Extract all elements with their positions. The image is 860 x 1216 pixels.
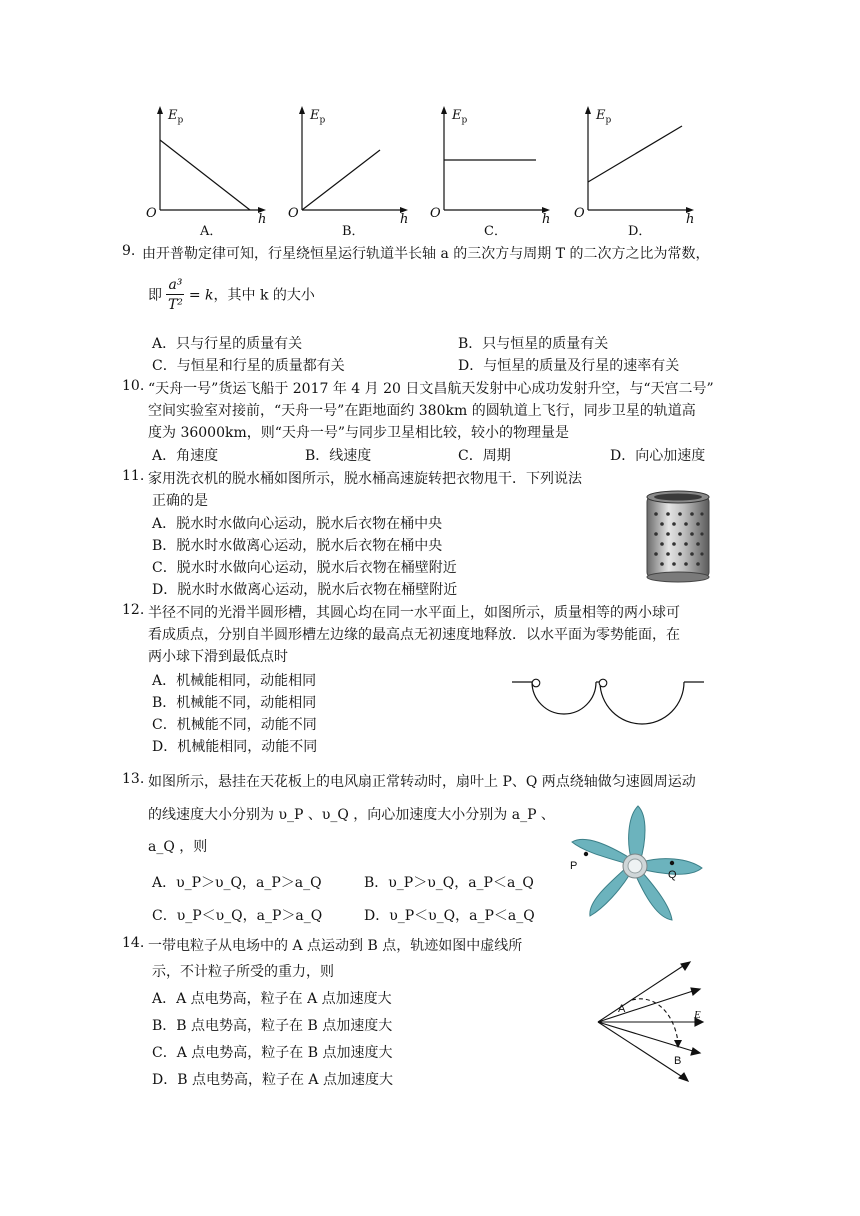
graph-c-ep: $E_p$ — [452, 108, 468, 126]
q11-line-2: 正确的是 — [152, 493, 208, 509]
small-ball-left — [532, 679, 540, 687]
field-label-a: A — [618, 1003, 626, 1015]
graph-d-line — [588, 126, 682, 182]
q13-option-c: C．υ_P＜υ_Q，a_P＞a_Q — [152, 908, 323, 924]
q10-line-3: 度为 36000km，则“天舟一号”与同步卫星相比较，较小的物理量是 — [148, 425, 570, 441]
q9-formula: 即 $\frac{\text{a³}}{\text{T²}}$ = k，其中 k 的大小 — [148, 277, 315, 313]
q10-line-2: 空间实验室对接前，“天舟一号”在距地面约 380km 的圆轨道上飞行，同步卫星的轨道高 — [148, 403, 696, 419]
graph-d-label: D． — [628, 224, 652, 239]
spin-drum-image — [644, 488, 712, 584]
graph-b-line — [302, 150, 380, 210]
q9-option-a: A．只与行星的质量有关 — [152, 336, 303, 352]
graph-b-ep: $E_p$ — [310, 108, 326, 126]
q13-line-3: a_Q ，则 — [148, 839, 208, 855]
graph-b-label: B． — [342, 224, 365, 239]
q13-number: 13. — [122, 771, 145, 787]
q10-option-d: D．向心加速度 — [610, 448, 706, 464]
q13-option-a: A．υ_P＞υ_Q，a_P＞a_Q — [152, 875, 322, 891]
q9-line1: 由开普勒定律可知，行星绕恒星运行轨道半长轴 a 的三次方与周期 T 的二次方之比为常数， — [142, 246, 710, 262]
small-ball-right — [599, 679, 607, 687]
q11-option-b: B．脱水时水做离心运动，脱水后衣物在桶中央 — [152, 538, 443, 554]
q10-number: 10. — [122, 378, 145, 394]
graph-c-axes — [432, 100, 552, 235]
q13-option-b: B．υ_P＞υ_Q，a_P＜a_Q — [364, 875, 534, 891]
graph-d-h: h — [686, 212, 695, 227]
graph-c — [430, 100, 552, 239]
q14-line-1: 一带电粒子从电场中的 A 点运动到 B 点，轨迹如图中虚线所 — [148, 938, 523, 954]
q14-option-c: C．A 点电势高，粒子在 B 点加速度大 — [152, 1045, 393, 1061]
field-label-e: E — [694, 1009, 701, 1021]
q12-number: 12. — [122, 602, 145, 618]
field-label-b: B — [674, 1055, 682, 1067]
graph-d — [574, 100, 696, 239]
q14-line-2: 示，不计粒子所受的重力，则 — [152, 964, 334, 980]
graph-a-axes — [148, 100, 268, 235]
fan-label-q: Q — [668, 869, 677, 881]
q13-line-2: 的线速度大小分别为 υ_P 、υ_Q ，向心加速度大小分别为 a_P 、 — [148, 807, 555, 823]
graph-d-origin: O — [574, 206, 585, 221]
graph-a — [146, 100, 268, 239]
q12-option-a: A．机械能相同，动能相同 — [152, 673, 317, 689]
q10-option-a: A．角速度 — [152, 448, 219, 464]
q12-line-3: 两小球下滑到最低点时 — [148, 649, 288, 665]
graph-c-origin: O — [430, 206, 441, 221]
q11-option-d: D．脱水时水做离心运动，脱水后衣物在桶壁附近 — [152, 582, 458, 598]
q9-option-c: C．与恒星和行星的质量都有关 — [152, 358, 345, 374]
q11-option-c: C．脱水时水做向心运动，脱水后衣物在桶壁附近 — [152, 560, 457, 576]
graph-a-origin: O — [146, 206, 157, 221]
q9-option-b: B．只与恒星的质量有关 — [458, 336, 609, 352]
graph-a-ep: $E_p$ — [168, 108, 184, 126]
electric-field-diagram — [590, 954, 710, 1086]
q13-option-d: D．υ_P＜υ_Q，a_P＜a_Q — [364, 908, 535, 924]
q9-option-d: D．与恒星的质量及行星的速率有关 — [458, 358, 680, 374]
q10-option-b: B．线速度 — [305, 448, 372, 464]
q13-line-1: 如图所示，悬挂在天花板上的电风扇正常转动时，扇叶上 P、Q 两点绕轴做匀速圆周运动 — [148, 774, 696, 790]
q14-option-b: B．B 点电势高，粒子在 B 点加速度大 — [152, 1018, 393, 1034]
q10-line-1: “天舟一号”货运飞船于 2017 年 4 月 20 日文昌航天发射中心成功发射升空，与“天宫二号” — [148, 381, 714, 397]
graph-a-label: A． — [200, 224, 223, 239]
q9-number: 9. — [122, 243, 136, 259]
graph-c-h: h — [542, 212, 551, 227]
q12-option-c: C．机械能不同，动能不同 — [152, 717, 317, 733]
q12-option-d: D．机械能相同，动能不同 — [152, 739, 318, 755]
graph-b-origin: O — [288, 206, 299, 221]
q12-line-2: 看成质点，分别自半圆形槽左边缘的最高点无初速度地释放．以水平面为零势能面，在 — [148, 627, 680, 643]
ceiling-fan-image — [562, 802, 712, 924]
q10-option-c: C．周期 — [458, 448, 511, 464]
graph-d-ep: $E_p$ — [596, 108, 612, 126]
q11-option-a: A．脱水时水做向心运动，脱水后衣物在桶中央 — [152, 516, 443, 532]
q14-option-a: A．A 点电势高，粒子在 A 点加速度大 — [152, 991, 392, 1007]
q14-option-d: D．B 点电势高，粒子在 A 点加速度大 — [152, 1072, 393, 1088]
graph-b-h: h — [400, 212, 409, 227]
fan-label-p: P — [570, 860, 578, 872]
fan-point-q — [670, 861, 674, 865]
q14-number: 14. — [122, 935, 145, 951]
q11-number: 11. — [122, 468, 145, 484]
q12-line-1: 半径不同的光滑半圆形槽，其圆心均在同一水平面上，如图所示，质量相等的两小球可 — [148, 605, 680, 621]
q9-fraction: $\frac{\text{a³}}{\text{T²}}$ — [167, 277, 183, 313]
semicircle-troughs-diagram — [510, 670, 710, 730]
q11-line-1: 家用洗衣机的脱水桶如图所示，脱水桶高速旋转把衣物甩干．下列说法 — [148, 471, 582, 487]
graph-d-axes — [576, 100, 696, 235]
graph-c-label: C． — [484, 224, 507, 239]
graph-a-line — [160, 140, 250, 210]
fan-point-p — [584, 852, 588, 856]
graph-b-axes — [290, 100, 410, 235]
graph-b — [288, 100, 410, 239]
graph-a-h: h — [258, 212, 267, 227]
q12-option-b: B．机械能不同，动能相同 — [152, 695, 317, 711]
